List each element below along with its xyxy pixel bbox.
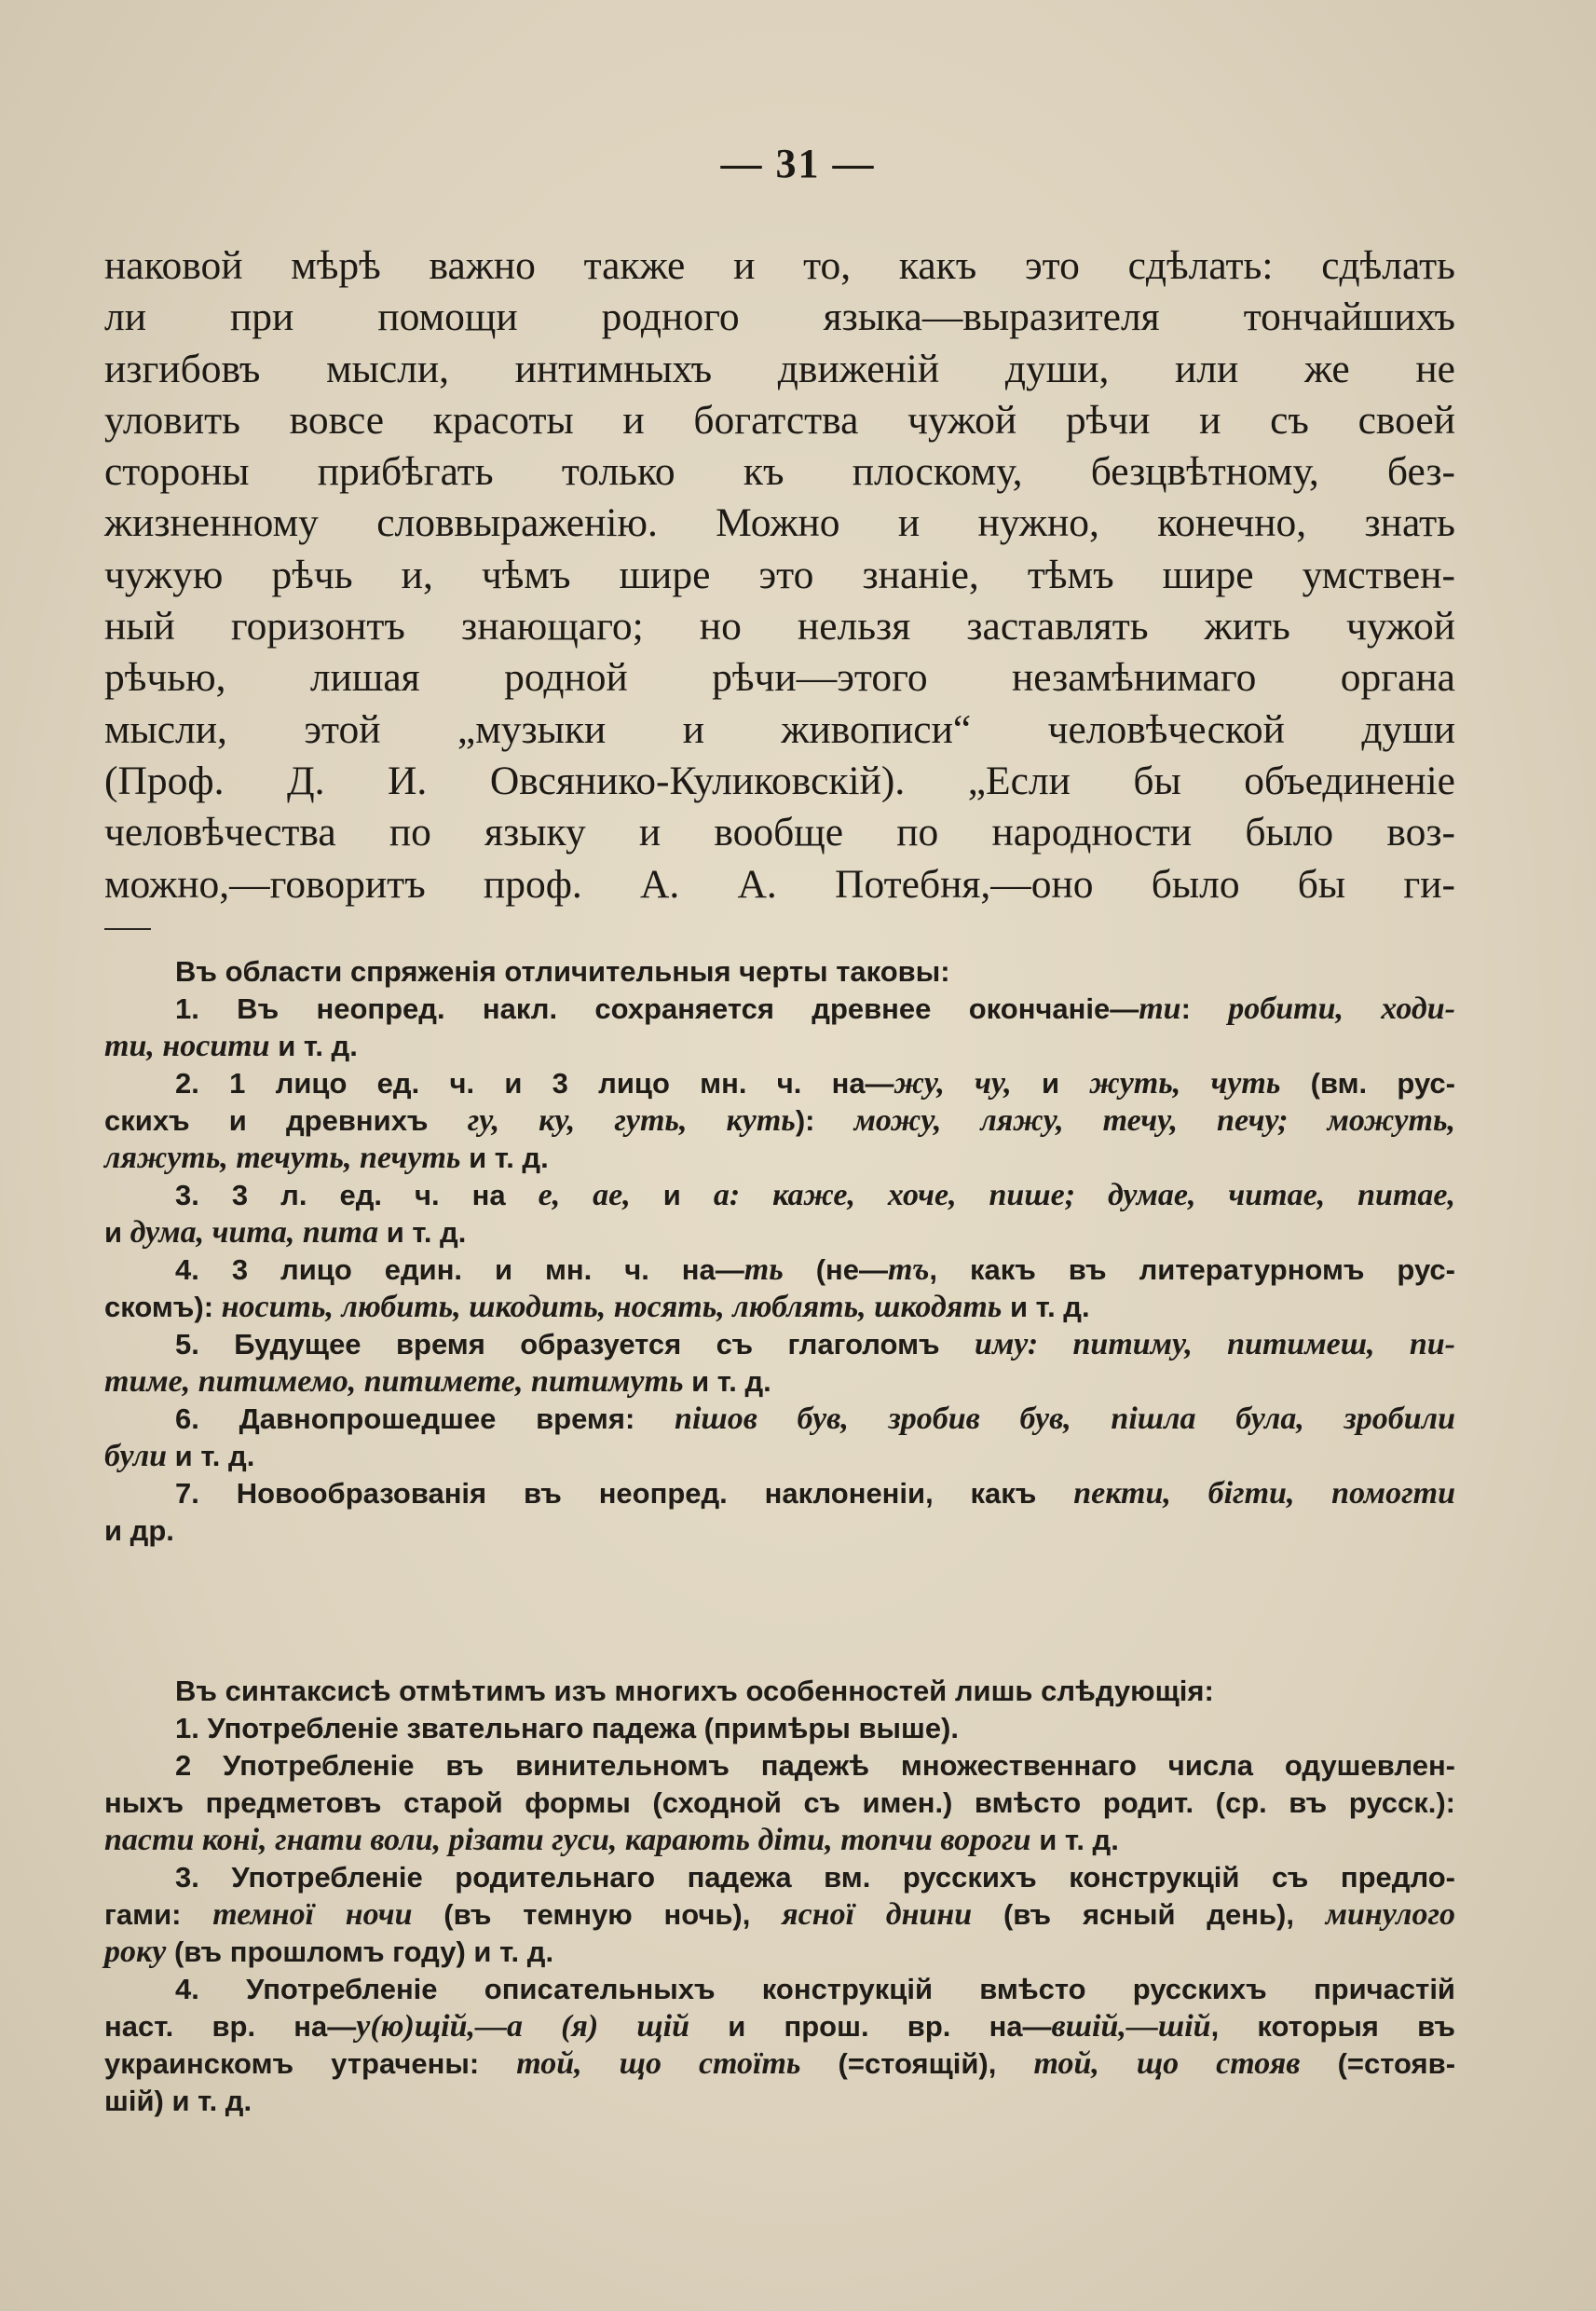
text-segment: и (1011, 1067, 1090, 1100)
example-word: темної ночи (212, 1897, 413, 1932)
example-word: тиме, питимемо, питимете, питимуть (104, 1364, 684, 1399)
syntax-line (104, 1896, 1455, 1934)
text-segment: 2. 1 лицо ед. ч. и 3 лицо мн. ч. на— (175, 1067, 894, 1100)
syntax-line (104, 2008, 1455, 2045)
example-word: жуть, чуть (1089, 1066, 1281, 1101)
example-word: тъ (888, 1252, 930, 1287)
conjugation-line (104, 1438, 1455, 1475)
example-word: ть (743, 1252, 784, 1287)
example-word: ти, носити (104, 1029, 270, 1063)
text-segment: украинскомъ утрачены: (104, 2047, 517, 2080)
footnote-rule (104, 928, 151, 930)
example-word: жу, чу, (893, 1066, 1012, 1101)
example-word: ляжуть, течуть, печуть (104, 1141, 461, 1175)
conjugation-line (104, 1214, 1455, 1251)
example-word: року (104, 1935, 167, 1969)
text-segment: гами: (104, 1898, 213, 1931)
text-segment: (въ ясный день), (972, 1898, 1326, 1931)
main-text-line: ный горизонтъ знающаго; но нельзя заставлять жить чужой (104, 604, 1455, 650)
conjugation-line (104, 1289, 1455, 1326)
example-word: минулого (1325, 1897, 1455, 1932)
main-text-line: уловить вовсе красоты и богатства чужой рѣчи и съ своей (104, 397, 1455, 443)
text-segment: и т. д. (1030, 1824, 1119, 1856)
example-word: е, ае, (538, 1178, 631, 1212)
example-word: пекти, бігти, помогти (1073, 1476, 1455, 1511)
text-segment: 1. Въ неопред. накл. сохраняется древнее окончаніе— (175, 992, 1139, 1025)
text-segment: : (1180, 992, 1229, 1025)
conjugation-line (104, 991, 1455, 1028)
text-segment: , какъ въ литературномъ рус- (929, 1253, 1455, 1286)
example-word: носить, любить, шкодить, носять, люблять, шкодять (221, 1290, 1003, 1324)
text-segment: 4. Употребленіе описательныхъ конструкцій вмѣсто русскихъ причастій (175, 1973, 1455, 2005)
main-text-line: изгибовъ мысли, интимныхъ движеній души, или же не (104, 346, 1455, 391)
main-text-line: мысли, этой „музыки и живописи“ человѣческой души (104, 706, 1455, 752)
text-segment: 5. Будущее время образуется съ глаголомъ (175, 1328, 975, 1361)
text-segment: и т. д. (269, 1030, 358, 1062)
text-segment: и т. д. (1002, 1291, 1090, 1323)
syntax-line (104, 1971, 1455, 2008)
conjugation-line (104, 1028, 1455, 1065)
example-word: вшій,—шій (1051, 2009, 1211, 2044)
conjugation-line (104, 1512, 1455, 1550)
example-word: робити, ходи- (1228, 991, 1455, 1026)
main-text-line: жизненному словвыраженію. Можно и нужно, конечно, знать (104, 500, 1455, 546)
syntax-section (104, 1673, 1455, 2120)
text-segment: скомъ): (104, 1291, 222, 1323)
text-segment: и (104, 1216, 130, 1249)
conjugation-line (104, 1251, 1455, 1289)
example-word: дума, чита, пита (130, 1215, 379, 1250)
example-word: ясної днини (782, 1897, 973, 1932)
text-segment: ныхъ предметовъ старой формы (сходной съ имен.) вмѣсто родит. (ср. въ русск.): (104, 1786, 1455, 1819)
example-word: той, що стоїть (516, 2046, 801, 2081)
example-word: пішов був, зробив був, пішла була, зробили (675, 1402, 1455, 1436)
text-segment: и т. д. (460, 1142, 549, 1174)
text-segment: ): (795, 1104, 854, 1137)
syntax-line (104, 2045, 1455, 2083)
main-text-line: человѣчества по языку и вообще по народности было воз- (104, 810, 1455, 855)
text-segment: 1. Употребленіе звательнаго падежа (примѣры выше). (175, 1712, 959, 1744)
syntax-heading: Въ синтаксисѣ отмѣтимъ изъ многихъ особенностей лишь слѣдующія: (175, 1675, 1214, 1707)
text-segment: и т. д. (683, 1365, 771, 1398)
example-word: гу, ку, гуть, куть (467, 1103, 796, 1138)
main-text-line: рѣчью, лишая родной рѣчи—этого незамѣнимаго органа (104, 655, 1455, 701)
conjugation-line (104, 1102, 1455, 1140)
text-segment: (не— (783, 1253, 889, 1286)
text-segment: скихъ и древнихъ (104, 1104, 468, 1137)
syntax-line (104, 1785, 1455, 1822)
syntax-line (104, 1747, 1455, 1785)
text-segment: (вм. рус- (1280, 1067, 1455, 1100)
page-number: — 31 — (720, 141, 876, 186)
text-segment: , которыя въ (1210, 2010, 1455, 2043)
main-text (104, 240, 1455, 910)
main-text-line: (Проф. Д. И. Овсянико-Куликовскій). „Если бы объединеніе (104, 758, 1455, 803)
text-segment: и т. д. (167, 1440, 255, 1472)
main-text-line: ли при помощи родного языка—выразителя тончайшихъ (104, 294, 1455, 340)
example-word: а: каже, хоче, пише; думае, читае, питае, (713, 1178, 1455, 1212)
text-segment: 2 Употребленіе въ винительномъ падежѣ множественнаго числа одушевлен- (175, 1749, 1455, 1782)
text-segment: 3. 3 л. ед. ч. на (175, 1179, 539, 1211)
text-segment: наст. вр. на— (104, 2010, 357, 2043)
conjugation-line (104, 1140, 1455, 1177)
text-segment: шій) и т. д. (104, 2085, 252, 2117)
syntax-line (104, 1934, 1455, 1971)
text-segment: и др. (104, 1514, 174, 1547)
text-segment: и т. д. (378, 1216, 467, 1249)
syntax-line (104, 1710, 1455, 1747)
conjugation-line (104, 1065, 1455, 1102)
text-segment: 3. Употребленіе родительнаго падежа вм. русскихъ конструкцій съ предло- (175, 1861, 1455, 1894)
text-segment: 7. Новообразованія въ неопред. наклоненіи, какъ (175, 1477, 1074, 1510)
text-segment: 4. 3 лицо един. и мн. ч. на— (175, 1253, 744, 1286)
conjugation-line (104, 1475, 1455, 1512)
syntax-line (104, 1822, 1455, 1859)
main-text-line: чужую рѣчь и, чѣмъ шире это знаніе, тѣмъ шире умствен- (104, 552, 1455, 597)
text-segment: (въ прошломъ году) и т. д. (166, 1935, 554, 1968)
syntax-line (104, 1859, 1455, 1896)
conjugation-line (104, 1401, 1455, 1438)
text-segment: (=стояв- (1300, 2047, 1456, 2080)
conjugation-section (104, 953, 1455, 1550)
example-word: у(ю)щій,—а (я) щій (356, 2009, 690, 2044)
text-segment: и (630, 1179, 714, 1211)
example-word: пасти коні, гнати воли, різати гуси, карають діти, топчи вороги (104, 1823, 1031, 1857)
text-segment: 6. Давнопрошедшее время: (175, 1402, 675, 1435)
main-text-line: стороны прибѣгать только къ плоскому, безцвѣтному, без- (104, 449, 1455, 495)
conjugation-line (104, 1363, 1455, 1401)
syntax-line (104, 2083, 1455, 2120)
text-segment: (въ темную ночь), (412, 1898, 783, 1931)
example-word: були (104, 1439, 168, 1473)
conjugation-heading: Въ области спряженія отличительныя черты таковы: (175, 955, 950, 988)
example-word: иму: питиму, питимеш, пи- (975, 1327, 1455, 1361)
text-segment: (=стоящій), (800, 2047, 1034, 2080)
main-text-line: наковой мѣрѣ важно также и то, какъ это сдѣлать: сдѣлать (104, 243, 1455, 288)
example-word: можу, ляжу, течу, печу; можуть, (853, 1103, 1455, 1138)
example-word: той, що стояв (1033, 2046, 1301, 2081)
conjugation-line (104, 1177, 1455, 1214)
example-word: ти (1139, 991, 1181, 1026)
main-text-line: можно,—говоритъ проф. А. А. Потебня,—оно было бы ги- (104, 861, 1455, 907)
text-segment: и прош. вр. на— (689, 2010, 1052, 2043)
conjugation-line (104, 1326, 1455, 1363)
